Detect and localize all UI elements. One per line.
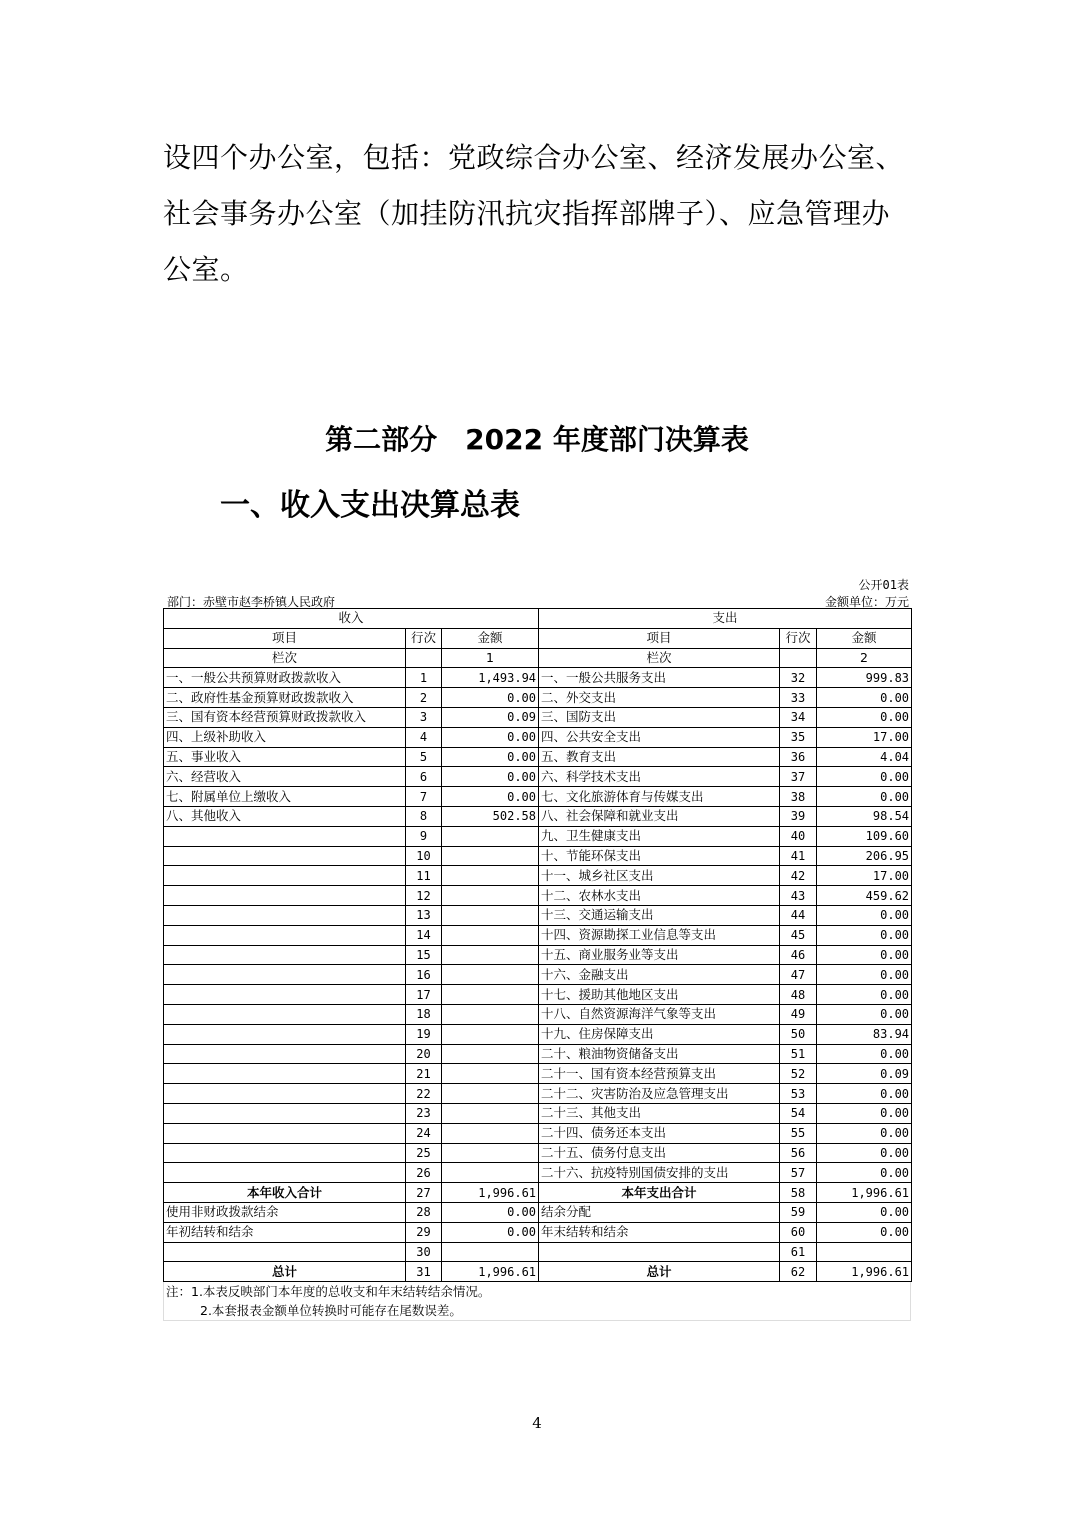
expense-item: 二十三、其他支出: [539, 1103, 780, 1123]
expense-item: 十、节能环保支出: [539, 846, 780, 866]
income-row-no: 19: [406, 1024, 442, 1044]
income-amount: [442, 886, 539, 906]
note-line: 2.本套报表金额单位转换时可能存在尾数误差。: [200, 1303, 462, 1319]
income-item: [164, 1123, 406, 1143]
expense-row-no: 57: [780, 1163, 817, 1183]
income-amount: [442, 925, 539, 945]
expense-amount: 999.83: [817, 668, 912, 688]
expense-amount: 0.00: [817, 1044, 912, 1064]
income-amount: 0.00: [442, 688, 539, 708]
intro-line: 公室。: [163, 253, 249, 286]
table-row: [164, 846, 912, 866]
lanci-income: 栏次: [164, 648, 406, 668]
expense-item: 五、教育支出: [539, 747, 780, 767]
expense-row-no: 54: [780, 1103, 817, 1123]
expense-amount: 0.00: [817, 945, 912, 965]
income-item: [164, 1103, 406, 1123]
col-row-expense: 行次: [780, 628, 817, 648]
table-row: [164, 1004, 912, 1024]
income-amount: [442, 985, 539, 1005]
table-row: [164, 1123, 912, 1143]
income-row-no: 10: [406, 846, 442, 866]
expense-item: 十七、援助其他地区支出: [539, 985, 780, 1005]
table-row: [164, 905, 912, 925]
income-item: 五、事业收入: [164, 747, 406, 767]
table-row: [164, 945, 912, 965]
income-row-no: 6: [406, 767, 442, 787]
expense-row-no: 36: [780, 747, 817, 767]
income-row-no: 7: [406, 787, 442, 807]
lanci-row: [164, 648, 912, 668]
income-row-no: 16: [406, 965, 442, 985]
income-item: [164, 1004, 406, 1024]
income-item: [164, 1242, 406, 1262]
expense-amount: 1,996.61: [817, 1183, 912, 1203]
income-item: 使用非财政拨款结余: [164, 1202, 406, 1222]
total-row: [164, 1183, 912, 1203]
expense-row-no: 41: [780, 846, 817, 866]
income-amount: [442, 1163, 539, 1183]
income-row-no: 20: [406, 1044, 442, 1064]
expense-row-no: 38: [780, 787, 817, 807]
income-item: [164, 866, 406, 886]
income-row-no: 24: [406, 1123, 442, 1143]
income-amount: 0.00: [442, 727, 539, 747]
income-row-no: 4: [406, 727, 442, 747]
expense-item: 十三、交通运输支出: [539, 905, 780, 925]
expense-row-no: 48: [780, 985, 817, 1005]
income-header: 收入: [164, 609, 539, 629]
table-meta: [163, 574, 911, 608]
expense-amount: 0.00: [817, 965, 912, 985]
income-row-no: 17: [406, 985, 442, 1005]
expense-amount: 0.09: [817, 1064, 912, 1084]
income-row-no: 30: [406, 1242, 442, 1262]
expense-amount: 17.00: [817, 866, 912, 886]
expense-item: 十一、城乡社区支出: [539, 866, 780, 886]
expense-amount: 1,996.61: [817, 1262, 912, 1282]
expense-amount: [817, 1242, 912, 1262]
expense-item: 三、国防支出: [539, 707, 780, 727]
income-item: 六、经营收入: [164, 767, 406, 787]
expense-item: 一、一般公共服务支出: [539, 668, 780, 688]
expense-item: 九、卫生健康支出: [539, 826, 780, 846]
expense-item: 十六、金融支出: [539, 965, 780, 985]
table-row: [164, 747, 912, 767]
income-row-no: 9: [406, 826, 442, 846]
expense-item: 七、文化旅游体育与传媒支出: [539, 787, 780, 807]
table-row: [164, 826, 912, 846]
col-amount-income: 金额: [442, 628, 539, 648]
intro-line: 社会事务办公室（加挂防汛抗灾指挥部牌子）、应急管理办: [163, 197, 891, 230]
lanci-num-expense: 2: [817, 648, 912, 668]
expense-amount: 0.00: [817, 1143, 912, 1163]
expense-row-no: 39: [780, 806, 817, 826]
expense-amount: 109.60: [817, 826, 912, 846]
income-row-no: 21: [406, 1064, 442, 1084]
table-row: [164, 866, 912, 886]
table-row: [164, 1202, 912, 1222]
income-row-no: 5: [406, 747, 442, 767]
income-item: [164, 1163, 406, 1183]
expense-item: 二十一、国有资本经营预算支出: [539, 1064, 780, 1084]
expense-row-no: 47: [780, 965, 817, 985]
expense-item: 十二、农林水支出: [539, 886, 780, 906]
income-item: 四、上级补助收入: [164, 727, 406, 747]
table-row: [164, 668, 912, 688]
income-item: [164, 1084, 406, 1104]
income-amount: [442, 1004, 539, 1024]
income-amount: [442, 1064, 539, 1084]
income-amount: [442, 1143, 539, 1163]
expense-row-no: 35: [780, 727, 817, 747]
income-item: [164, 925, 406, 945]
expense-row-no: 62: [780, 1262, 817, 1282]
income-item: [164, 1044, 406, 1064]
expense-amount: 4.04: [817, 747, 912, 767]
header-row: [164, 609, 912, 629]
table-row: [164, 727, 912, 747]
expense-item: 六、科学技术支出: [539, 767, 780, 787]
expense-item: 二十五、债务付息支出: [539, 1143, 780, 1163]
income-item: [164, 886, 406, 906]
page-number: 4: [532, 1414, 542, 1432]
expense-row-no: 56: [780, 1143, 817, 1163]
expense-amount: 0.00: [817, 1202, 912, 1222]
income-item: [164, 826, 406, 846]
income-row-no: 27: [406, 1183, 442, 1203]
expense-row-no: 46: [780, 945, 817, 965]
income-amount: [442, 1103, 539, 1123]
expense-amount: 0.00: [817, 985, 912, 1005]
expense-amount: 0.00: [817, 767, 912, 787]
department-label: 部门：赤壁市赵李桥镇人民政府: [167, 595, 336, 609]
expense-row-no: 55: [780, 1123, 817, 1143]
income-row-no: 25: [406, 1143, 442, 1163]
expense-row-no: 53: [780, 1084, 817, 1104]
income-amount: 0.00: [442, 1222, 539, 1242]
data-table: [163, 608, 912, 1282]
income-amount: 1,493.94: [442, 668, 539, 688]
table-row: [164, 1064, 912, 1084]
expense-amount: 83.94: [817, 1024, 912, 1044]
expense-row-no: 52: [780, 1064, 817, 1084]
table-row: [164, 787, 912, 807]
income-item: [164, 846, 406, 866]
income-item: 本年收入合计: [164, 1183, 406, 1203]
expense-row-no: 58: [780, 1183, 817, 1203]
income-amount: 0.00: [442, 747, 539, 767]
income-row-no: 28: [406, 1202, 442, 1222]
col-row-income: 行次: [406, 628, 442, 648]
table-row: [164, 1044, 912, 1064]
income-row-no: 8: [406, 806, 442, 826]
expense-item: 八、社会保障和就业支出: [539, 806, 780, 826]
income-row-no: 13: [406, 905, 442, 925]
expense-item: 十九、住房保障支出: [539, 1024, 780, 1044]
income-item: 七、附属单位上缴收入: [164, 787, 406, 807]
expense-amount: 0.00: [817, 925, 912, 945]
income-item: [164, 965, 406, 985]
income-item: [164, 1064, 406, 1084]
income-item: 总计: [164, 1262, 406, 1282]
expense-row-no: 60: [780, 1222, 817, 1242]
expense-row-no: 59: [780, 1202, 817, 1222]
lanci-num-income: 1: [442, 648, 539, 668]
total-row: [164, 1262, 912, 1282]
expense-amount: 0.00: [817, 707, 912, 727]
income-item: [164, 1143, 406, 1163]
income-amount: 502.58: [442, 806, 539, 826]
lanci-blank: [406, 648, 442, 668]
unit-label: 金额单位：万元: [824, 595, 909, 609]
table-row: [164, 1242, 912, 1262]
income-row-no: 15: [406, 945, 442, 965]
expense-amount: 206.95: [817, 846, 912, 866]
income-row-no: 18: [406, 1004, 442, 1024]
expense-row-no: 43: [780, 886, 817, 906]
expense-amount: 0.00: [817, 688, 912, 708]
lanci-blank: [780, 648, 817, 668]
table-row: [164, 1084, 912, 1104]
lanci-expense: 栏次: [539, 648, 780, 668]
table-row: [164, 1024, 912, 1044]
expense-item: 二十二、灾害防治及应急管理支出: [539, 1084, 780, 1104]
expense-amount: 0.00: [817, 787, 912, 807]
table-row: [164, 985, 912, 1005]
expense-row-no: 45: [780, 925, 817, 945]
income-row-no: 2: [406, 688, 442, 708]
table-code: 公开01表: [858, 578, 909, 592]
income-amount: [442, 1084, 539, 1104]
table-row: [164, 688, 912, 708]
expense-amount: 0.00: [817, 1103, 912, 1123]
income-row-no: 29: [406, 1222, 442, 1242]
income-amount: 1,996.61: [442, 1183, 539, 1203]
income-row-no: 22: [406, 1084, 442, 1104]
expense-amount: 0.00: [817, 1222, 912, 1242]
expense-row-no: 49: [780, 1004, 817, 1024]
income-item: 二、政府性基金预算财政拨款收入: [164, 688, 406, 708]
table-row: [164, 965, 912, 985]
expense-amount: 98.54: [817, 806, 912, 826]
table-row: [164, 925, 912, 945]
expense-item: 本年支出合计: [539, 1183, 780, 1203]
expense-item: 结余分配: [539, 1202, 780, 1222]
table-row: [164, 1163, 912, 1183]
expense-header: 支出: [539, 609, 912, 629]
intro-paragraph: [163, 130, 923, 298]
expense-item: 十八、自然资源海洋气象等支出: [539, 1004, 780, 1024]
expense-item: 二十四、债务还本支出: [539, 1123, 780, 1143]
column-header-row: [164, 628, 912, 648]
expense-row-no: 50: [780, 1024, 817, 1044]
table-row: [164, 767, 912, 787]
intro-line: 设四个办公室，包括：党政综合办公室、经济发展办公室、: [163, 141, 905, 174]
expense-amount: 0.00: [817, 1004, 912, 1024]
income-amount: [442, 1242, 539, 1262]
col-amount-expense: 金额: [817, 628, 912, 648]
table-notes: [163, 1282, 911, 1321]
section-title: 一、收入支出决算总表: [220, 488, 520, 523]
income-item: 一、一般公共预算财政拨款收入: [164, 668, 406, 688]
income-item: [164, 985, 406, 1005]
income-amount: [442, 965, 539, 985]
expense-row-no: 34: [780, 707, 817, 727]
expense-item: 十四、资源勘探工业信息等支出: [539, 925, 780, 945]
income-row-no: 1: [406, 668, 442, 688]
expense-row-no: 40: [780, 826, 817, 846]
income-row-no: 11: [406, 866, 442, 886]
income-amount: 0.09: [442, 707, 539, 727]
income-item: 三、国有资本经营预算财政拨款收入: [164, 707, 406, 727]
table-row: [164, 806, 912, 826]
income-amount: [442, 1024, 539, 1044]
expense-item: 二十、粮油物资储备支出: [539, 1044, 780, 1064]
col-item-income: 项目: [164, 628, 406, 648]
expense-row-no: 37: [780, 767, 817, 787]
income-amount: 0.00: [442, 1202, 539, 1222]
table-row: [164, 707, 912, 727]
income-amount: [442, 846, 539, 866]
table-row: [164, 1103, 912, 1123]
expense-amount: 0.00: [817, 905, 912, 925]
expense-row-no: 33: [780, 688, 817, 708]
income-row-no: 23: [406, 1103, 442, 1123]
expense-row-no: 61: [780, 1242, 817, 1262]
income-row-no: 26: [406, 1163, 442, 1183]
income-amount: [442, 1123, 539, 1143]
income-row-no: 31: [406, 1262, 442, 1282]
income-item: [164, 1024, 406, 1044]
expense-item: 二、外交支出: [539, 688, 780, 708]
expense-item: 年末结转和结余: [539, 1222, 780, 1242]
expense-item: 十五、商业服务业等支出: [539, 945, 780, 965]
income-item: 年初结转和结余: [164, 1222, 406, 1242]
table-row: [164, 1222, 912, 1242]
expense-item: 四、公共安全支出: [539, 727, 780, 747]
note-line: 注：1.本表反映部门本年度的总收支和年末结转结余情况。: [166, 1284, 491, 1300]
expense-amount: 0.00: [817, 1163, 912, 1183]
income-row-no: 12: [406, 886, 442, 906]
income-amount: [442, 826, 539, 846]
income-item: [164, 905, 406, 925]
income-amount: [442, 945, 539, 965]
income-amount: [442, 866, 539, 886]
income-item: 八、其他收入: [164, 806, 406, 826]
table-row: [164, 1143, 912, 1163]
income-amount: 0.00: [442, 787, 539, 807]
part-title: 第二部分 2022 年度部门决算表: [325, 423, 749, 456]
income-amount: [442, 905, 539, 925]
table-row: [164, 886, 912, 906]
income-amount: 1,996.61: [442, 1262, 539, 1282]
expense-item: 二十六、抗疫特别国债安排的支出: [539, 1163, 780, 1183]
col-item-expense: 项目: [539, 628, 780, 648]
expense-row-no: 32: [780, 668, 817, 688]
income-row-no: 14: [406, 925, 442, 945]
expense-item: 总计: [539, 1262, 780, 1282]
expense-row-no: 44: [780, 905, 817, 925]
income-item: [164, 945, 406, 965]
income-row-no: 3: [406, 707, 442, 727]
expense-amount: 0.00: [817, 1084, 912, 1104]
expense-row-no: 42: [780, 866, 817, 886]
budget-summary-table: [163, 574, 911, 1321]
expense-amount: 0.00: [817, 1123, 912, 1143]
expense-row-no: 51: [780, 1044, 817, 1064]
expense-item: [539, 1242, 780, 1262]
expense-amount: 459.62: [817, 886, 912, 906]
income-amount: [442, 1044, 539, 1064]
income-amount: 0.00: [442, 767, 539, 787]
expense-amount: 17.00: [817, 727, 912, 747]
